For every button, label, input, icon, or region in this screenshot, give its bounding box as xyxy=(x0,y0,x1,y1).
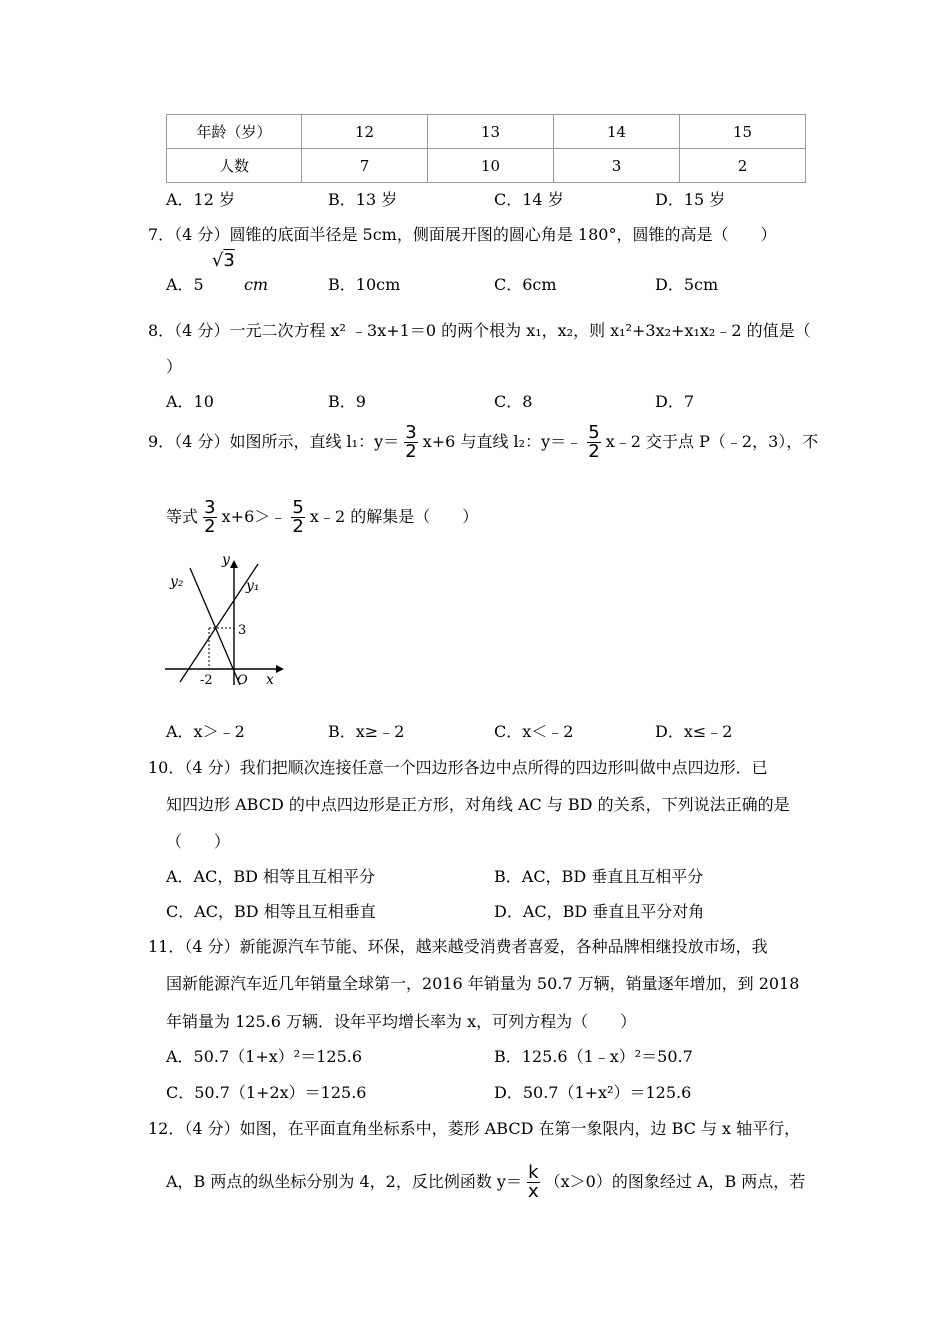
q7-a-unit: cm xyxy=(243,275,269,294)
fraction-den: 2 xyxy=(292,516,304,537)
q9-option-a: A．x＞﹣2 xyxy=(166,722,245,741)
q7-option-a xyxy=(166,250,269,295)
q7-a-sqrt: 3 xyxy=(223,250,235,271)
table-cell: 3 xyxy=(554,149,680,183)
fraction xyxy=(291,499,304,536)
q9-text: x﹣2 的解集是（ ） xyxy=(309,507,479,526)
fraction-den: 2 xyxy=(588,441,600,462)
fraction-num: 3 xyxy=(204,497,216,518)
table-cell: 7 xyxy=(302,149,428,183)
y2-label: y₂ xyxy=(170,574,184,590)
fraction xyxy=(587,424,600,461)
q7-a-prefix: A．5 xyxy=(166,275,204,294)
q9-option-b: B．x≥﹣2 xyxy=(328,722,405,741)
fraction-num: k xyxy=(528,1162,539,1183)
x-arrow-icon xyxy=(276,665,284,673)
table-cell: 14 xyxy=(554,115,680,149)
q10-line2: 知四边形 ABCD 的中点四边形是正方形，对角线 AC 与 BD 的关系，下列说法正确的是 xyxy=(166,795,790,814)
fraction xyxy=(404,424,417,461)
sqrt-symbol: √3 xyxy=(211,250,235,271)
q11-option-c: C．50.7（1+2x）＝125.6 xyxy=(166,1083,367,1102)
q9-line2 xyxy=(166,499,478,536)
q11-option-d: D．50.7（1+x²）＝125.6 xyxy=(494,1083,692,1102)
q8-option-b: B．9 xyxy=(328,392,366,411)
q12-line1: 12．（4 分）如图，在平面直角坐标系中，菱形 ABCD 在第一象限内，边 BC 与 x 轴平行， xyxy=(148,1119,801,1138)
fraction-den: 2 xyxy=(405,441,417,462)
q8-option-d: D．7 xyxy=(655,392,695,411)
q9-graph xyxy=(160,550,290,695)
q12-text: （x＞0）的图象经过 A，B 两点，若 xyxy=(544,1172,806,1191)
q11-line1: 11．（4 分）新能源汽车节能、环保，越来越受消费者喜爱，各种品牌相继投放市场，我 xyxy=(148,937,768,956)
y-label: y xyxy=(222,552,230,568)
q10-option-b: B．AC，BD 垂直且互相平分 xyxy=(494,867,704,886)
q9-text: x﹣2 交于点 P（﹣2，3），不 xyxy=(605,432,819,451)
table-row xyxy=(167,149,806,183)
fraction-den: 2 xyxy=(204,516,216,537)
q6-option-a: A．12 岁 xyxy=(166,190,236,209)
neg2-label: -2 xyxy=(200,673,213,688)
table-cell: 15 xyxy=(680,115,806,149)
x-label: x xyxy=(266,672,274,688)
q10-option-c: C．AC，BD 相等且互相垂直 xyxy=(166,902,376,921)
q9-text: 等式 xyxy=(166,507,199,526)
q9-option-d: D．x≤﹣2 xyxy=(655,722,733,741)
q6-option-c: C．14 岁 xyxy=(494,190,564,209)
table-cell: 12 xyxy=(302,115,428,149)
q6-option-d: D．15 岁 xyxy=(655,190,726,209)
q11-line3: 年销量为 125.6 万辆．设年平均增长率为 x，可列方程为（ ） xyxy=(166,1012,637,1031)
fraction-num: 5 xyxy=(588,422,600,443)
fraction-num: 5 xyxy=(292,497,304,518)
q8-option-a: A．10 xyxy=(166,392,214,411)
q11-option-b: B．125.6（1﹣x）²＝50.7 xyxy=(494,1047,693,1066)
q9-text: x+6＞﹣ xyxy=(221,507,287,526)
q11-option-a: A．50.7（1+x）²＝125.6 xyxy=(166,1047,363,1066)
fraction-num: 3 xyxy=(405,422,417,443)
q10-line3: （ ） xyxy=(166,832,231,851)
three-label: 3 xyxy=(238,623,247,638)
table-row xyxy=(167,115,806,149)
q8-option-c: C．8 xyxy=(494,392,533,411)
q9-text: 9．（4 分）如图所示，直线 l₁：y＝ xyxy=(148,432,400,451)
q12-line2 xyxy=(166,1164,805,1201)
q7-option-d: D．5cm xyxy=(655,275,719,294)
q6-option-b: B．13 岁 xyxy=(328,190,398,209)
table-cell: 2 xyxy=(680,149,806,183)
y1-label: y₁ xyxy=(246,578,260,594)
table-cell: 年龄（岁） xyxy=(167,115,302,149)
line-y2 xyxy=(190,568,240,685)
fraction xyxy=(203,499,216,536)
q7-stem: 7．（4 分）圆锥的底面半径是 5cm，侧面展开图的圆心角是 180°，圆锥的高是（ ） xyxy=(148,225,777,244)
q8-stem-end: ） xyxy=(166,357,183,376)
q9-line1 xyxy=(148,424,818,461)
age-table xyxy=(166,114,806,183)
q8-stem: 8．（4 分）一元二次方程 x² ﹣3x+1＝0 的两个根为 x₁，x₂，则 x₁²+3x₂+x₁x₂﹣2 的值是（ xyxy=(148,321,811,340)
q12-text: A，B 两点的纵坐标分别为 4，2，反比例函数 y＝ xyxy=(166,1172,522,1191)
table-cell: 人数 xyxy=(167,149,302,183)
q10-option-d: D．AC，BD 垂直且平分对角 xyxy=(494,902,705,921)
q9-option-c: C．x＜﹣2 xyxy=(494,722,574,741)
q7-option-b: B．10cm xyxy=(328,275,401,294)
fraction xyxy=(527,1164,539,1201)
y-arrow-icon xyxy=(230,560,238,568)
q10-option-a: A．AC，BD 相等且互相平分 xyxy=(166,867,376,886)
q9-text: x+6 与直线 l₂：y＝﹣ xyxy=(422,432,583,451)
table-cell: 13 xyxy=(428,115,554,149)
origin-label: O xyxy=(237,673,248,688)
table-cell: 10 xyxy=(428,149,554,183)
fraction-den: x xyxy=(527,1181,539,1202)
q11-line2: 国新能源汽车近几年销量全球第一，2016 年销量为 50.7 万辆，销量逐年增加，到 2018 xyxy=(166,974,800,993)
q7-option-c: C．6cm xyxy=(494,275,557,294)
q10-line1: 10．（4 分）我们把顺次连接任意一个四边形各边中点所得的四边形叫做中点四边形．已 xyxy=(148,758,768,777)
